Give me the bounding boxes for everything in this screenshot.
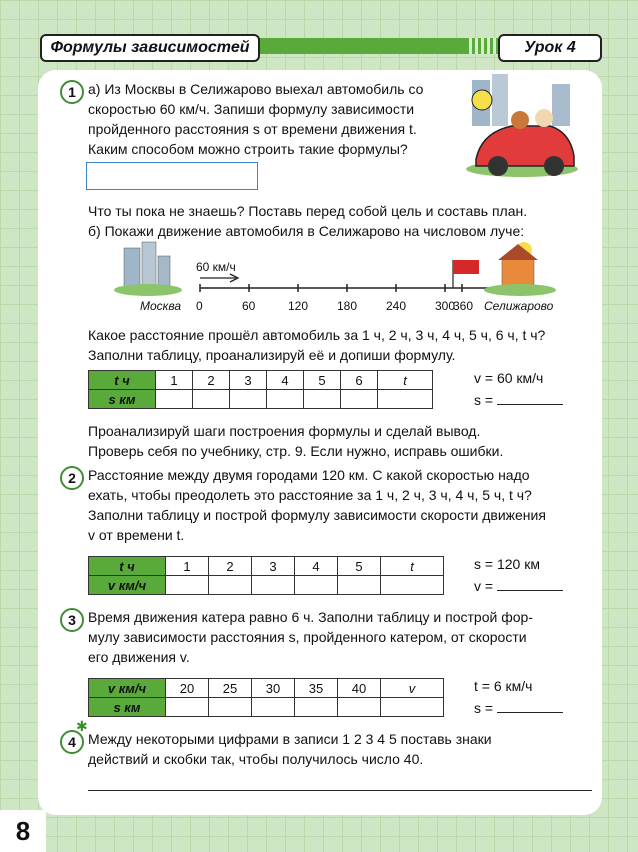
table-cell: v [381,679,444,698]
table-row [89,557,444,576]
moscow-buildings-icon [114,242,182,296]
lesson-label: Урок 4 [498,34,602,62]
table-row [89,679,444,698]
table-cell: 2 [209,557,252,576]
table-input-cell[interactable] [252,698,295,717]
answer-formula-label: s = [474,700,494,716]
table-input-cell[interactable] [166,698,209,717]
task-1-b-line: б) Покажи движение автомобиля в Селижарово на числовом луче: [88,223,525,239]
table-cell: 3 [252,557,295,576]
task-2-number: 2 [60,466,84,490]
table-cell: 4 [267,371,304,390]
selizharovo-house-icon [484,242,556,296]
table-cell: 20 [166,679,209,698]
task-4-answer-line[interactable] [88,790,592,791]
table-cell: 3 [230,371,267,390]
table-input-cell[interactable] [267,390,304,409]
table-cell: 4 [295,557,338,576]
topic-title: Формулы зависимостей [40,34,260,62]
task-1-line-4: Каким способом можно строить такие формулы? [88,141,408,157]
task-3-number: 3 [60,608,84,632]
task-4-line-2: действий и скобки так, чтобы получилось число 40. [88,751,424,767]
table-head-cell: v км/ч [89,576,166,595]
table-input-cell[interactable] [230,390,267,409]
task-3-line-2: мулу зависимости расстояния s, пройденного катером, от скорости [88,629,527,645]
ray-tick-label: 180 [337,299,358,313]
task-4-number: 4 [60,730,84,754]
fill-table-line: Заполни таблицу, проанализируй её и допиши формулу. [88,347,456,363]
table-head-cell: v км/ч [89,679,166,698]
task-2-table [88,556,444,595]
table-cell: 5 [338,557,381,576]
table-input-cell[interactable] [193,390,230,409]
table-input-cell[interactable] [338,576,381,595]
header-stripes [462,38,496,54]
ray-tick-label: 240 [386,299,407,313]
table-input-cell[interactable] [381,576,444,595]
table-input-cell[interactable] [378,390,433,409]
answer-formula-label: v = [474,578,494,594]
table-cell: 2 [193,371,230,390]
table-cell: t [381,557,444,576]
task-1-line-3: пройденного расстояния s от времени движения t. [88,121,417,137]
table-head-cell: s км [89,698,166,717]
star-icon: ✱ [76,718,88,734]
task-1-line-1: а) Из Москвы в Селижарово выехал автомобиль со [88,81,424,97]
task-2-line-4: v от времени t. [88,527,185,543]
formula-answer-box[interactable] [86,162,258,190]
table-row [89,576,444,595]
car-illustration [462,74,582,184]
table-input-cell[interactable] [341,390,378,409]
task-3-line-3: его движения v. [88,649,190,665]
table-head-cell: s км [89,390,156,409]
task-4-line-1: Между некоторыми цифрами в записи 1 2 3 4 5 поставь знаки [88,731,492,747]
table-input-cell[interactable] [209,576,252,595]
table-input-cell[interactable] [252,576,295,595]
ray-start-label: Москва [140,299,182,313]
table-cell: 25 [209,679,252,698]
formula-answer-line[interactable] [497,392,563,405]
plan-line: Что ты пока не знаешь? Поставь перед собой цель и составь план. [88,203,528,219]
formula-answer-line[interactable] [497,700,563,713]
red-flag-icon [453,260,479,288]
task-3-line-1: Время движения катера равно 6 ч. Заполни таблицу и построй фор- [88,609,533,625]
table-row [89,698,444,717]
table-input-cell[interactable] [338,698,381,717]
task-2-line-1: Расстояние между двумя городами 120 км. С какой скоростью надо [88,467,530,483]
given-speed-formula: v = 60 км/ч [474,370,544,386]
table-input-cell[interactable] [166,576,209,595]
table-cell: t [378,371,433,390]
task-2-line-2: ехать, чтобы преодолеть это расстояние за 1 ч, 2 ч, 3 ч, 4 ч, 5 ч, t ч? [88,487,532,503]
table-input-cell[interactable] [209,698,252,717]
answer-formula-label: s = [474,392,494,408]
table-cell: 35 [295,679,338,698]
task-1-table [88,370,433,409]
ray-end-label: Селижарово [484,299,554,313]
table-input-cell[interactable] [304,390,341,409]
table-input-cell[interactable] [295,698,338,717]
task-2-line-3: Заполни таблицу и построй формулу зависимости скорости движения [88,507,546,523]
question-line: Какое расстояние прошёл автомобиль за 1 ч, 2 ч, 3 ч, 4 ч, 5 ч, 6 ч, t ч? [88,327,546,343]
formula-answer-line[interactable] [497,578,563,591]
task-1-number: 1 [60,80,84,104]
table-row [89,371,433,390]
table-input-cell[interactable] [156,390,193,409]
ray-tick-label: 120 [288,299,309,313]
table-cell: 1 [166,557,209,576]
task-1-line-2: скоростью 60 км/ч. Запиши формулу зависимости [88,101,415,117]
table-cell: 40 [338,679,381,698]
table-cell: 5 [304,371,341,390]
ray-tick-label: 0 [196,299,203,313]
table-cell: 1 [156,371,193,390]
table-row [89,390,433,409]
table-cell: 6 [341,371,378,390]
speed-label: 60 км/ч [196,260,236,274]
table-head-cell: t ч [89,371,156,390]
table-input-cell[interactable] [295,576,338,595]
table-input-cell[interactable] [381,698,444,717]
check-line: Проверь себя по учебнику, стр. 9. Если нужно, исправь ошибки. [88,443,504,459]
given-time-formula: t = 6 км/ч [474,678,533,694]
page-number: 8 [0,810,46,852]
ray-tick-label: 300 [435,299,456,313]
ray-tick-label: 360 [453,299,474,313]
table-head-cell: t ч [89,557,166,576]
table-cell: 30 [252,679,295,698]
given-distance-formula: s = 120 км [474,556,540,572]
ray-tick-label: 60 [242,299,256,313]
task-3-table [88,678,444,717]
analyze-line: Проанализируй шаги построения формулы и сделай вывод. [88,423,481,439]
